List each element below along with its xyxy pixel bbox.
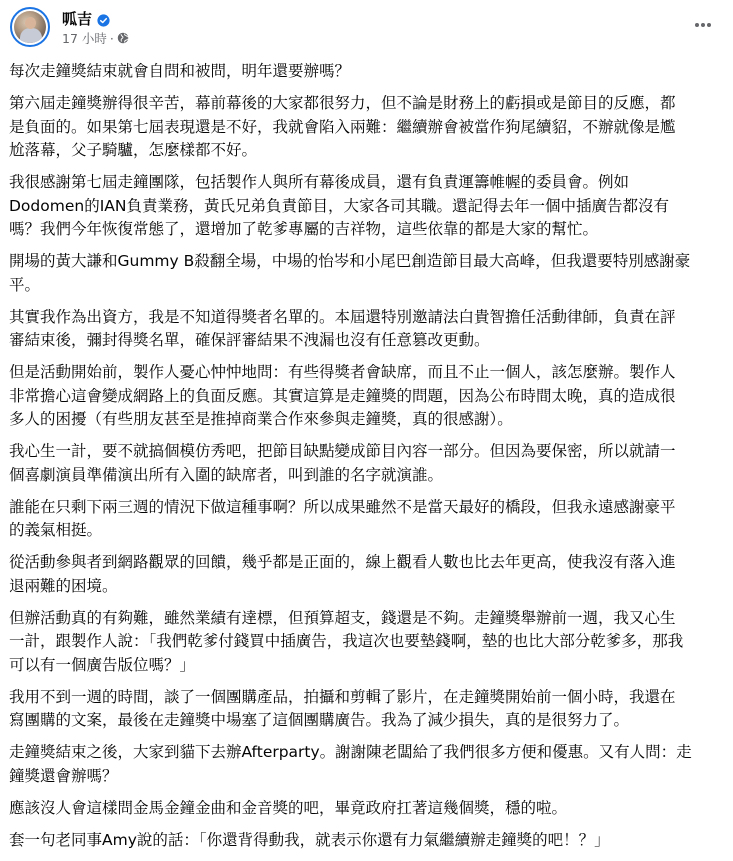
post-paragraph (9, 92, 729, 163)
paragraph-line: 但辦活動真的有夠難，雖然業績有達標，但預算超支，錢還是不夠。走鐘獎舉辦前一週，我又心生 (9, 608, 676, 627)
post-paragraph (9, 607, 729, 678)
paragraph-line: 誰能在只剩下兩三週的情況下做這種事啊？所以成果雖然不是當天最好的橋段，但我永遠感謝豪平 (9, 497, 676, 516)
post-paragraph (9, 306, 729, 353)
meta-separator: · (109, 30, 114, 46)
paragraph-line: 退兩難的困境。 (9, 576, 118, 595)
post-paragraph (9, 686, 729, 733)
post-paragraph (9, 741, 729, 788)
post-meta (62, 30, 129, 46)
author-row (62, 8, 110, 28)
paragraph-line: 可以有一個廣告版位嗎？」 (9, 655, 196, 674)
paragraph-line: 嗎？我們今年恢復常態了，還增加了乾爹專屬的吉祥物，這些依靠的都是大家的幫忙。 (9, 220, 599, 238)
post-paragraph (9, 797, 729, 821)
post-timestamp[interactable]: 17 小時 (62, 31, 107, 46)
author-name[interactable]: 呱吉 (62, 9, 93, 28)
paragraph-line: 非常擔心這會變成網路上的負面反應。其實這算是走鐘獎的問題，因為公布時間太晚，真的造成很 (9, 386, 676, 405)
paragraph-line: 套一句老同事Amy說的話：「你還背得動我，就表示你還有力氣繼續辦走鐘獎的吧！？」 (9, 830, 610, 849)
paragraph-line: 應該沒人會這樣問金馬金鐘金曲和金音獎的吧，畢竟政府扛著這幾個獎，穩的啦。 (9, 798, 568, 817)
more-options-icon-dot (701, 23, 705, 27)
paragraph-line: 寫團購的文案，最後在走鐘獎中場塞了這個團購廣告。我為了減少損失，真的是很努力了。 (9, 711, 630, 729)
paragraph-line: Dodomen的IAN負責業務，黃氏兄弟負責節目，大家各司其職。還記得去年一個中插廣告都沒有 (9, 196, 669, 215)
post-paragraph (9, 171, 729, 242)
paragraph-line: 平。 (9, 275, 41, 294)
post-paragraph (9, 361, 729, 432)
post-paragraph (9, 829, 729, 853)
paragraph-line: 從活動參與者到網路觀眾的回饋，幾乎都是正面的，線上觀看人數也比去年更高，使我沒有落入進 (9, 553, 676, 571)
paragraph-line: 鐘獎還會辦嗎？ (9, 766, 118, 785)
paragraph-line: 每次走鐘獎結束就會自問和被問，明年還要辦嗎？ (9, 62, 351, 80)
more-options-icon-dot (707, 23, 711, 27)
paragraph-line: 但是活動開始前，製作人憂心忡忡地問：有些得獎者會缺席，而且不止一個人，該怎麼辦。製作人 (9, 363, 676, 381)
post-paragraph (9, 440, 729, 487)
more-options-icon (695, 23, 699, 27)
post-text (9, 60, 729, 861)
paragraph-line: 尬落幕，父子騎驢，怎麼樣都不好。 (9, 141, 258, 159)
post-paragraph (9, 250, 729, 297)
post-paragraph (9, 496, 729, 543)
paragraph-line: 多人的困擾（有些朋友甚至是推掉商業合作來參與走鐘獎，真的很感謝）。 (9, 410, 513, 428)
post-paragraph (9, 551, 729, 598)
paragraph-line: 的義氣相挺。 (9, 521, 103, 539)
paragraph-line: 個喜劇演員準備演出所有入圍的缺席者，叫到誰的名字就演誰。 (9, 465, 444, 484)
profile-photo (14, 11, 46, 43)
post-paragraph (9, 60, 729, 84)
paragraph-line: 走鐘獎結束之後，大家到貓下去辦Afterparty。謝謝陳老闆給了我們很多方便和優惠。又有人問：走 (9, 743, 692, 761)
paragraph-line: 我很感謝第七屆走鐘團隊，包括製作人與所有幕後成員，還有負責運籌帷幄的委員會。例如 (9, 173, 630, 191)
paragraph-line: 是負面的。如果第七屆表現還是不好，我就會陷入兩難：繼續辦會被當作狗尾續貂，不辦就像是尷 (9, 117, 676, 136)
globe-icon (117, 32, 129, 44)
post-header (0, 0, 733, 56)
paragraph-line: 開場的黃大謙和Gummy B殺翻全場，中場的怡岑和小尾巴創造節目最大高峰，但我還要特別感謝豪 (9, 252, 691, 270)
verified-badge-icon (97, 12, 110, 25)
paragraph-line: 審結束後，彌封得獎名單，確保評審結果不洩漏也沒有任意篡改更動。 (9, 331, 490, 349)
paragraph-line: 第六屆走鐘獎辦得很辛苦，幕前幕後的大家都很努力，但不論是財務上的虧損或是節目的反應，都 (9, 94, 676, 112)
paragraph-line: 我心生一計，要不就搞個模仿秀吧，把節目缺點變成節目內容一部分。但因為要保密，所以就請一 (9, 442, 676, 460)
paragraph-line: 其實我作為出資方，我是不知道得獎者名單的。本屆還特別邀請法白貴智擔任活動律師，負責在評 (9, 307, 676, 326)
avatar[interactable] (10, 7, 50, 47)
more-options-button[interactable] (688, 12, 718, 38)
paragraph-line: 一計，跟製作人說：「我們乾爹付錢買中插廣告，我這次也要墊錢啊，墊的也比大部分乾爹多，那我 (9, 632, 684, 650)
paragraph-line: 我用不到一週的時間，談了一個團購產品，拍攝和剪輯了影片，在走鐘獎開始前一個小時，我還在 (9, 687, 676, 706)
